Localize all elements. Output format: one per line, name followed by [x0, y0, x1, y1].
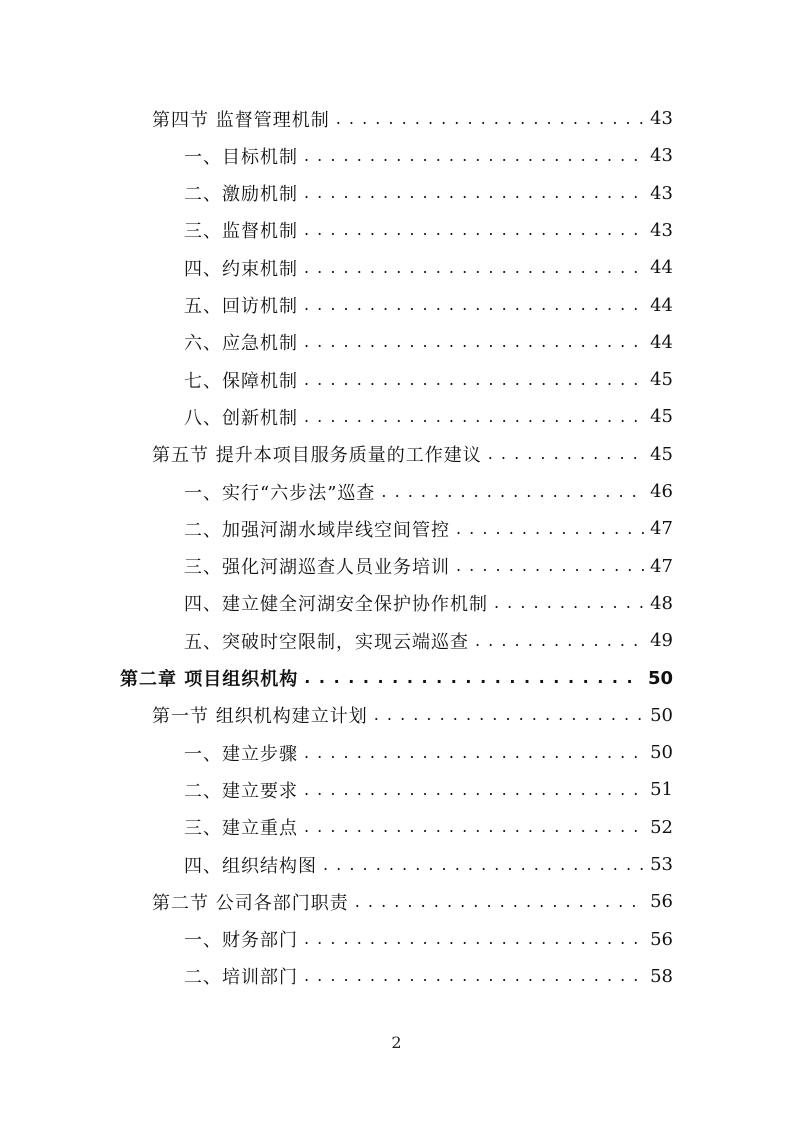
- toc-entry-title: 六、应急机制: [184, 333, 298, 355]
- toc-entry[interactable]: [152, 100, 673, 137]
- toc-dot-leader: [304, 966, 644, 986]
- toc-entry-page-number: 56: [650, 928, 673, 950]
- toc-dot-leader: [304, 743, 644, 763]
- toc-dot-leader: [304, 668, 642, 688]
- toc-entry-page-number: 58: [650, 965, 673, 987]
- toc-entry[interactable]: [184, 771, 673, 808]
- toc-entry[interactable]: [184, 921, 673, 958]
- toc-entry-title: 二、建立要求: [184, 780, 298, 802]
- toc-entry[interactable]: [184, 175, 673, 212]
- toc-entry[interactable]: [184, 510, 673, 547]
- toc-dot-leader: [304, 370, 644, 390]
- toc-entry-page-number: 45: [650, 443, 673, 465]
- toc-entry-page-number: 48: [650, 592, 673, 614]
- toc-dot-leader: [304, 929, 644, 949]
- toc-entry[interactable]: [184, 473, 673, 510]
- toc-entry-title: 五、突破时空限制，实现云端巡查: [184, 631, 469, 653]
- toc-dot-leader: [304, 146, 644, 166]
- toc-dot-leader: [456, 519, 644, 539]
- toc-entry[interactable]: [184, 548, 673, 585]
- toc-entry-page-number: 44: [650, 257, 673, 279]
- toc-entry-title: 第四节 监督管理机制: [152, 109, 330, 131]
- toc-entry-page-number: 47: [650, 518, 673, 540]
- toc-entry-title: 三、建立重点: [184, 818, 298, 840]
- toc-entry-page-number: 49: [650, 630, 673, 652]
- toc-entry-page-number: 43: [650, 108, 673, 129]
- toc-entry-page-number: 43: [650, 219, 673, 241]
- toc-entry[interactable]: [152, 883, 673, 920]
- toc-entry-page-number: 56: [650, 891, 673, 913]
- toc-dot-leader: [494, 593, 644, 613]
- toc-entry-title: 二、培训部门: [184, 967, 298, 989]
- toc-entry-title: 三、监督机制: [184, 221, 298, 243]
- toc-entry-title: 一、财务部门: [184, 930, 298, 952]
- toc-dot-leader: [304, 183, 644, 203]
- toc-entry[interactable]: [120, 660, 673, 697]
- toc-dot-leader: [304, 332, 644, 352]
- toc-entry-title: 四、约束机制: [184, 258, 298, 280]
- toc-entry-page-number: 44: [650, 331, 673, 353]
- toc-entry[interactable]: [152, 697, 673, 734]
- toc-dot-leader: [475, 631, 644, 651]
- toc-entry[interactable]: [184, 958, 673, 995]
- toc-entry-page-number: 45: [650, 369, 673, 391]
- toc-dot-leader: [304, 407, 644, 427]
- toc-entry-page-number: 45: [650, 406, 673, 428]
- toc-entry-title: 第二节 公司各部门职责: [152, 892, 349, 914]
- toc-entry-title: 第二章 项目组织机构: [120, 669, 299, 690]
- toc-entry-title: 四、组织结构图: [184, 855, 317, 877]
- toc-entry-title: 第五节 提升本项目服务质量的工作建议: [152, 445, 482, 467]
- toc-entry[interactable]: [184, 846, 673, 883]
- toc-dot-leader: [304, 780, 644, 800]
- toc-dot-leader: [336, 109, 644, 129]
- toc-entry-page-number: 52: [650, 816, 673, 838]
- toc-dot-leader: [381, 482, 644, 502]
- toc-entry[interactable]: [184, 398, 673, 435]
- toc-entry-page-number: 46: [650, 481, 673, 502]
- toc-dot-leader: [323, 855, 644, 875]
- toc-entry[interactable]: [184, 734, 673, 771]
- toc-dot-leader: [304, 295, 644, 315]
- toc-entry[interactable]: [184, 249, 673, 286]
- toc-dot-leader: [456, 556, 644, 576]
- toc-entry-page-number: 43: [650, 145, 673, 167]
- toc-entry[interactable]: [184, 622, 673, 659]
- page-number: 2: [391, 1033, 402, 1052]
- toc-entry-title: 一、目标机制: [184, 146, 298, 168]
- toc-entry-page-number: 44: [650, 294, 673, 316]
- toc-entry[interactable]: [184, 809, 673, 846]
- toc-entry[interactable]: [184, 137, 673, 174]
- toc-dot-leader: [374, 705, 644, 725]
- toc-dot-leader: [304, 817, 644, 837]
- toc-entry-page-number: 50: [650, 742, 673, 764]
- toc-entry[interactable]: [184, 361, 673, 398]
- toc-dot-leader: [488, 444, 644, 464]
- toc-entry-page-number: 43: [650, 182, 673, 204]
- toc-entry-page-number: 53: [650, 854, 673, 875]
- toc-dot-leader: [355, 892, 644, 912]
- toc-entry-page-number: 47: [650, 555, 673, 577]
- toc-entry-page-number: 50: [650, 704, 673, 726]
- toc-entry[interactable]: [184, 324, 673, 361]
- toc-entry[interactable]: [184, 212, 673, 249]
- toc-dot-leader: [304, 258, 644, 278]
- toc-dot-leader: [304, 220, 644, 240]
- toc-entry-page-number: 51: [650, 779, 673, 801]
- toc-entry-title: 七、保障机制: [184, 370, 298, 392]
- toc-entry[interactable]: [184, 585, 673, 622]
- toc-entry-title: 二、加强河湖水域岸线空间管控: [184, 519, 450, 541]
- toc-entry[interactable]: [152, 436, 673, 473]
- toc-entry-title: 三、强化河湖巡查人员业务培训: [184, 557, 450, 579]
- toc-entry-title: 第一节 组织机构建立计划: [152, 706, 368, 728]
- toc-entry-page-number: 50: [647, 667, 673, 689]
- toc-entry[interactable]: [184, 287, 673, 324]
- toc-entry-title: 四、建立健全河湖安全保护协作机制: [184, 594, 488, 616]
- toc-entry-title: 一、实行“六步法”巡查: [184, 482, 376, 504]
- toc-entry-title: 五、回访机制: [184, 296, 298, 317]
- toc-entry-title: 一、建立步骤: [184, 743, 298, 765]
- toc-entry-title: 二、激励机制: [184, 184, 298, 206]
- toc-entry-title: 八、创新机制: [184, 407, 298, 429]
